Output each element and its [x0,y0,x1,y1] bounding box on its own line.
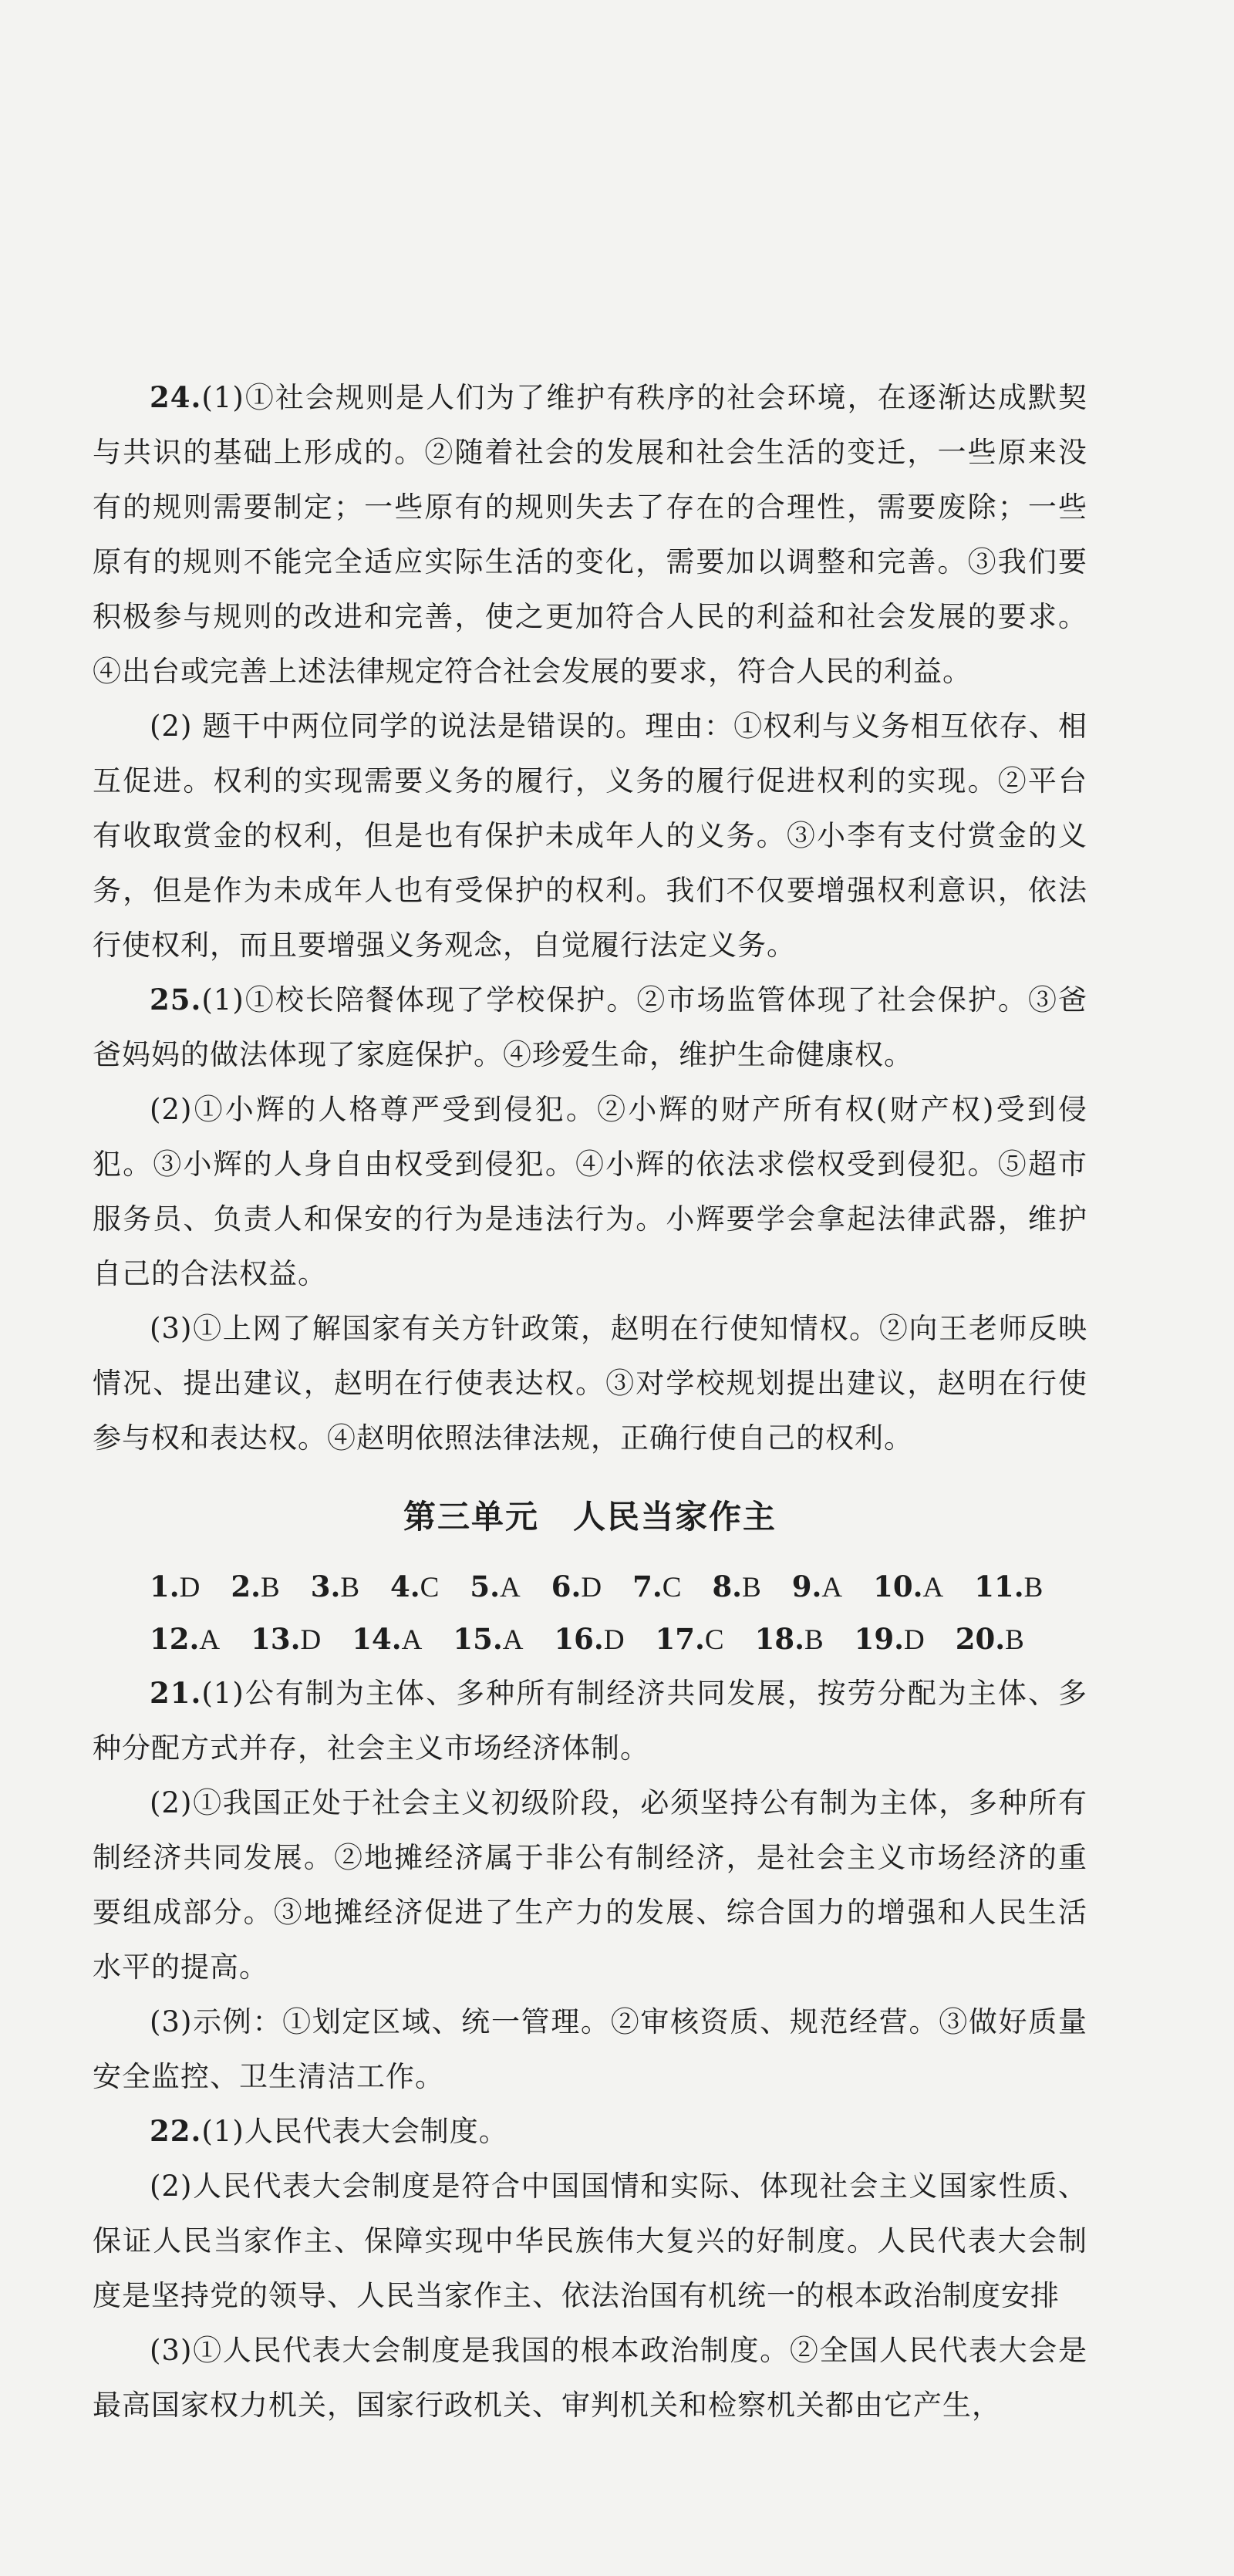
mc-question-number: 16. [554,1622,604,1656]
mc-question-number: 20. [955,1622,1006,1656]
q24-number: 24. [150,380,202,414]
q24-part1 [93,370,1087,699]
q22-part3: (3)①人民代表大会制度是我国的根本政治制度。②全国人民代表大会是最高国家权力机关，国家行政机关、审判机关和检察机关都由它产生， [93,2334,1087,2422]
mc-question-number: 10. [873,1570,923,1603]
q22-number: 22. [150,2114,202,2148]
q24-part1-text: (1)①社会规则是人们为了维护有秩序的社会环境，在逐渐达成默契与共识的基础上形成的。②随着社会的发展和社会生活的变迁，一些原来没有的规则需要制定；一些原有的规则失去了存在的合理性，需要废除；一些原有的规则不能完全适应实际生活的变化，需要加以调整和完善。③我们要积极参与规则的改进和完善，使之更加符合人民的利益和社会发展的要求。④出台或完善上述法律规定符合社会发展的要求，符合人民的利益。 [93,381,1087,688]
mc-answer-item [470,1561,520,1613]
unit-title: 第三单元 人民当家作主 [403,1498,777,1536]
mc-answer-letter: A [401,1624,423,1656]
q22-part2: (2)人民代表大会制度是符合中国国情和实际、体现社会主义国家性质、保证人民当家作主、保障实现中华民族伟大复兴的好制度。人民代表大会制度是坚持党的领导、人民当家作主、依法治国有机统一的根本政治制度安排 [93,2170,1087,2312]
mc-answers-row-1 [93,1561,1087,1613]
mc-question-number: 19. [854,1622,905,1656]
mc-question-number: 18. [754,1622,804,1656]
mc-answer-item [974,1561,1043,1613]
mc-question-number: 1. [150,1570,180,1603]
mc-answer-letter: B [742,1572,761,1603]
mc-answer-letter: A [500,1572,521,1603]
mc-answer-item [712,1561,760,1613]
q25-part2: (2)①小辉的人格尊严受到侵犯。②小辉的财产所有权(财产权)受到侵犯。③小辉的人身自由权受到侵犯。④小辉的依法求偿权受到侵犯。⑤超市服务员、负责人和保安的行为是违法行为。小辉要学会拿起法律武器，维护自己的合法权益。 [93,1093,1087,1290]
mc-answer-letter: D [603,1624,625,1656]
mc-answer-letter: D [300,1624,322,1656]
mc-answer-item [150,1561,200,1613]
mc-answer-letter: C [662,1572,682,1603]
mc-question-number: 7. [632,1570,663,1603]
mc-answer-item [755,1613,824,1666]
mc-question-number: 13. [251,1622,301,1656]
mc-answer-letter: B [804,1624,824,1656]
mc-answer-item [251,1613,321,1666]
q25-part1-text: (1)①校长陪餐体现了学校保护。②市场监管体现了社会保护。③爸爸妈妈的做法体现了家庭保护。④珍爱生命，维护生命健康权。 [93,983,1087,1071]
mc-answer-letter: C [704,1624,724,1656]
mc-answer-item [554,1613,624,1666]
q21-part1-text: (1)公有制为主体、多种所有制经济共同发展，按劳分配为主体、多种分配方式并存，社会主义市场经济体制。 [93,1677,1087,1765]
mc-answer-item [231,1561,279,1613]
mc-answer-letter: B [261,1572,280,1603]
mc-answer-letter: A [199,1624,221,1656]
mc-question-number: 17. [655,1622,705,1656]
mc-question-number: 8. [712,1570,743,1603]
mc-answer-item [453,1613,523,1666]
mc-answer-item [873,1561,943,1613]
mc-answer-letter: A [922,1572,944,1603]
mc-answer-item [632,1561,681,1613]
mc-answer-item [656,1613,724,1666]
mc-question-number: 15. [453,1622,503,1656]
q25-part1 [93,973,1087,1082]
q25-number: 25. [150,983,202,1017]
q24-part2: (2) 题干中两位同学的说法是错误的。理由：①权利与义务相互依存、相互促进。权利的实现需要义务的履行，义务的履行促进权利的实现。②平台有收取赏金的权利，但是也有保护未成年人的义务。③小李有支付赏金的义务，但是作为未成年人也有受保护的权利。我们不仅要增强权利意识，依法行使权利，而且要增强义务观念，自觉履行法定义务。 [93,710,1087,962]
mc-answer-letter: C [420,1572,440,1603]
q21-part1 [93,1666,1087,1775]
mc-answer-item [792,1561,842,1613]
q21-part2: (2)①我国正处于社会主义初级阶段，必须坚持公有制为主体，多种所有制经济共同发展。②地摊经济属于非公有制经济，是社会主义市场经济的重要组成部分。③地摊经济促进了生产力的发展、综合国力的增强和人民生活水平的提高。 [93,1786,1087,1984]
q21-number: 21. [150,1676,202,1710]
mc-question-number: 4. [390,1570,420,1603]
mc-question-number: 14. [352,1622,402,1656]
mc-answer-letter: B [1023,1572,1044,1603]
mc-answer-item [311,1561,359,1613]
mc-answer-item [150,1613,220,1666]
mc-answer-letter: A [821,1572,843,1603]
mc-answer-letter: A [502,1624,524,1656]
mc-answer-letter: B [340,1572,360,1603]
mc-answer-item [956,1613,1024,1666]
mc-answer-item [551,1561,602,1613]
q22-part1 [93,2104,1087,2159]
mc-answer-letter: D [904,1624,925,1656]
mc-question-number: 12. [150,1622,200,1656]
mc-answer-letter: B [1005,1624,1024,1656]
answer-page [93,370,1087,2433]
mc-answer-item [352,1613,422,1666]
q21-part3: (3)示例：①划定区域、统一管理。②审核资质、规范经营。③做好质量安全监控、卫生清洁工作。 [93,2005,1087,2093]
mc-question-number: 6. [551,1570,582,1603]
mc-answer-item [855,1613,925,1666]
mc-question-number: 2. [231,1570,261,1603]
mc-question-number: 9. [791,1570,822,1603]
mc-answer-item [390,1561,439,1613]
mc-answers-row-2 [93,1613,1087,1666]
mc-question-number: 11. [974,1570,1024,1603]
mc-question-number: 3. [310,1570,341,1603]
mc-answer-letter: D [179,1572,201,1603]
q25-part3: (3)①上网了解国家有关方针政策，赵明在行使知情权。②向王老师反映情况、提出建议，赵明在行使表达权。③对学校规划提出建议，赵明在行使参与权和表达权。④赵明依照法律法规，正确行使自己的权利。 [93,1312,1087,1455]
mc-answer-letter: D [581,1572,602,1603]
q22-part1-text: (1)人民代表大会制度。 [201,2115,508,2148]
mc-question-number: 5. [470,1570,500,1603]
